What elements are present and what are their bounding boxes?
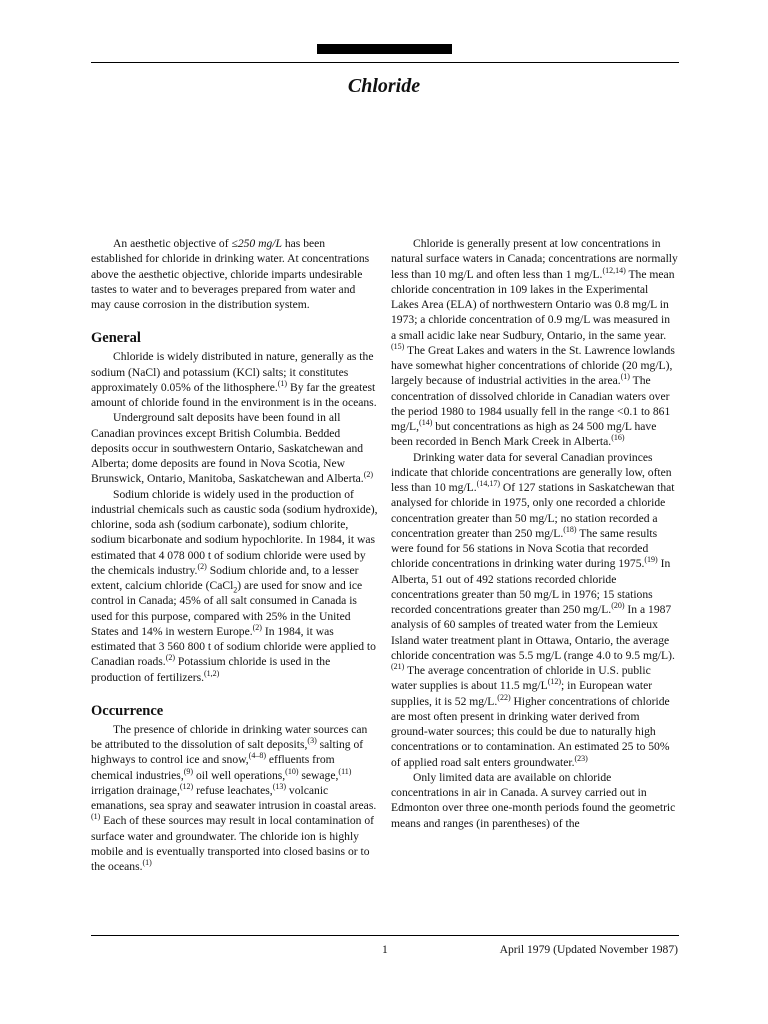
- intro-paragraph: An aesthetic objective of ≤250 mg/L has been established for chloride in drinking water. At concentrations above the aesthetic objective, chloride imparts undesirable tastes to water and to beverages prepared from water and may cause corrosion in the distribution system.: [91, 237, 370, 311]
- footer-rule: [91, 935, 679, 936]
- occurrence-paragraph: Chloride is generally present at low concentrations in natural surface waters in Canada; concentrations are normally less than 10 mg/L and often less than 1 mg/L.$^{(12,14)}$ The mean chloride concentration in 109 lakes in the Experimental Lakes Area (ELA) of northwestern Ontario was 0.8 mg/L in 1973; a chloride concentration of 0.9 mg/L was measured in a small acidic lake near Sudbury, Ontario, in the same year.$^{(15)}$ The Great Lakes and waters in the St. Lawrence lowlands have somewhat higher concentrations of chloride (20 mg/L), largely because of industrial activities in the area.$^{(1)}$ The concentration of dissolved chloride in Canadian waters over the period 1980 to 1984 usually fell in the range <0.1 to 861 mg/L,$^{(14)}$ but concentrations as high as 24 500 mg/L have been recorded in Bench Mark Creek in Alberta.$^{(16)}$: [391, 237, 678, 449]
- section-heading-general: General: [91, 330, 141, 347]
- occurrence-paragraph: Drinking water data for several Canadian provinces indicate that chloride concentrations are generally low, often less than 10 mg/L.$^{(14,17)}$ Of 127 stations in Saskatchewan that analysed for chloride in 1975, only one recorded a chloride concentration greater than 50 mg/L; no station recorded a concentration greater than 250 mg/L.$^{(18)}$ The same results were found for 56 stations in Nova Scotia that recorded chloride concentrations in drinking water during 1975.$^{(19)}$ In Alberta, 51 out of 492 stations recorded chloride concentrations greater than 50 mg/L in 1976; 15 stations recorded concentrations greater than 250 mg/L.$^{(20)}$ In a 1987 analysis of 60 samples of treated water from the Lemieux Island water treatment plant in Ottawa, Ontario, the average chloride concentration was 5.5 mg/L (range 4.0 to 9.5 mg/L).$^{(21)}$ The average concentration of chloride in U.S. public water supplies is about 11.5 $mg/L^{(12)}$; in European water supplies, it is 52 mg/L.$^{(22)}$ Higher concentrations of chloride are most often present in drinking water derived from ground-water sources; this could be due to naturally high concentrations or to contamination. An estimated 25 to 50% of applied road salt enters groundwater.$^{(23)}$: [391, 450, 675, 769]
- right-column: [391, 236, 678, 831]
- general-paragraph: Sodium chloride is widely used in the production of industrial chemicals such as caustic soda (sodium hydroxide), chlorine, soda ash (sodium carbonate), sodium chlorite, sodium bicarbonate and sodium hypochlorite. In 1984, it was estimated that 4 078 000 t of sodium chloride were used by the chemicals industry.$^{(2)}$ Sodium chloride and, to a lesser extent, calcium chloride (CaCl$_2$) are used for snow and ice control in Canada; 45% of all salt consumed in Canada is used for this purpose, compared with 25% in the United States and 14% in western Europe.$^{(2)}$ In 1984, it was estimated that 3 560 800 t of sodium chloride were applied to Canadian roads.$^{(2)}$ Potassium chloride is used in the production of fertilizers.$^{(1,2)}$: [91, 487, 378, 684]
- page-number: 1: [382, 943, 388, 956]
- page-title: Chloride: [347, 75, 421, 97]
- general-paragraph: Chloride is widely distributed in nature, generally as the sodium (NaCl) and potassium (KCl) salts; it constitutes approximately 0.05% of the lithosphere.$^{(1)}$ By far the greatest amount of chloride found in the environment is in the oceans.: [91, 350, 377, 409]
- occurrence-paragraph: The presence of chloride in drinking water sources can be attributed to the dissolution of salt deposits,$^{(3)}$ salting of highways to control ice and snow,$^{(4-8)}$ effluents from chemical industries,$^{(9)}$ oil well operations,$^{(10)}$ sewage,$^{(11)}$ irrigation drainage,$^{(12)}$ refuse leachates,$^{(13)}$ volcanic emanations, sea spray and seawater intrusion in coastal areas.$^{(1)}$ Each of these sources may result in local contamination of surface water and groundwater. The chloride ion is highly mobile and is eventually transported into closed basins or to the oceans.$^{(1)}$: [91, 722, 377, 873]
- section-heading-occurrence: Occurrence: [91, 702, 164, 719]
- left-column: [91, 236, 378, 874]
- header-rule: [91, 62, 679, 63]
- general-paragraph: Underground salt deposits have been found in all Canadian provinces except British Columbia. Bedded deposits occur in southwestern Ontario, Saskatchewan and Alberta; dome deposits are found in Nova Scotia, New Brunswick, Ontario, Manitoba, Saskatchewan and Alberta.$^{(2)}$: [91, 411, 374, 486]
- header-bar: [317, 44, 452, 54]
- occurrence-paragraph: Only limited data are available on chloride concentrations in air in Canada. A survey carried out in Edmonton over three one-month periods found the geometric means and ranges (in parentheses) of the: [391, 770, 676, 830]
- footer-date: April 1979 (Updated November 1987): [499, 943, 678, 956]
